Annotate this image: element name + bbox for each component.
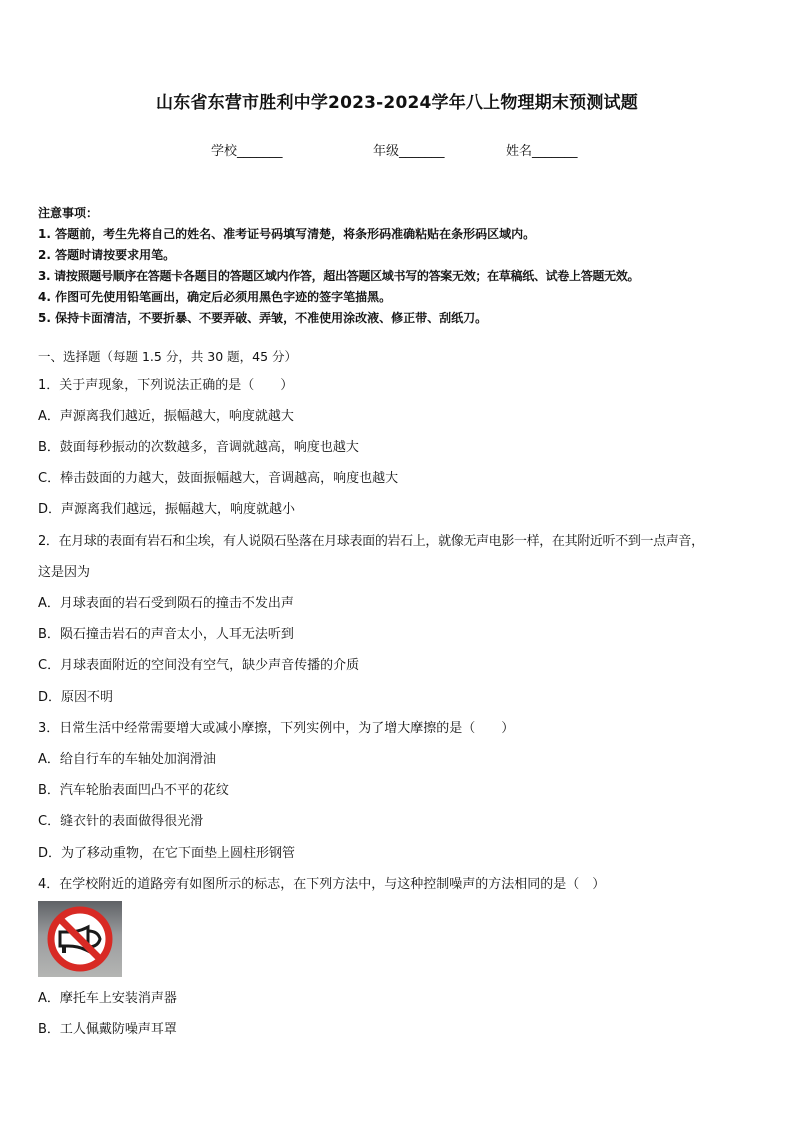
question-4-option-b: B．工人佩戴防噪声耳罩 [38, 1022, 177, 1037]
question-1-stem: 1．关于声现象，下列说法正确的是（ ） [38, 378, 294, 393]
note-item: 1. 答题前，考生先将自己的姓名、准考证号码填写清楚，将条形码准确粘贴在条形码区域内。 [38, 227, 536, 241]
grade-field: 年级_______ [373, 144, 445, 159]
question-3-option-c: C．缝衣针的表面做得很光滑 [38, 814, 204, 829]
question-2-stem: 2．在月球的表面有岩石和尘埃，有人说陨石坠落在月球表面的岩石上，就像无声电影一样，在其附近听不到一点声音， [38, 534, 704, 549]
question-1-option-b: B．鼓面每秒振动的次数越多，音调就越高，响度也越大 [38, 440, 359, 455]
question-3-option-b: B．汽车轮胎表面凹凸不平的花纹 [38, 783, 229, 798]
question-2-option-c: C．月球表面附近的空间没有空气，缺少声音传播的介质 [38, 658, 360, 673]
notes-heading: 注意事项： [38, 206, 99, 220]
question-1-option-d: D．声源离我们越远，振幅越大，响度就越小 [38, 502, 296, 517]
note-item: 3. 请按照题号顺序在答题卡各题目的答题区域内作答，超出答题区域书写的答案无效；在草稿纸、试卷上答题无效。 [38, 269, 640, 283]
question-4-option-a: A．摩托车上安装消声器 [38, 991, 177, 1006]
page-title: 山东省东营市胜利中学2023-2024学年八上物理期末预测试题 [156, 93, 638, 113]
question-2-option-d: D．原因不明 [38, 690, 114, 705]
question-3-option-a: A．给自行车的车轴处加润滑油 [38, 752, 216, 767]
no-honking-sign-image [38, 901, 122, 977]
question-2-option-a: A．月球表面的岩石受到陨石的撞击不发出声 [38, 596, 294, 611]
question-3-stem: 3．日常生活中经常需要增大或减小摩擦，下列实例中，为了增大摩擦的是（ ） [38, 721, 515, 736]
question-2-option-b: B．陨石撞击岩石的声音太小，人耳无法听到 [38, 627, 294, 642]
question-1-option-a: A．声源离我们越近，振幅越大，响度就越大 [38, 409, 294, 424]
school-field: 学校_______ [211, 144, 283, 159]
question-3-option-d: D．为了移动重物，在它下面垫上圆柱形钢管 [38, 846, 296, 861]
section-heading: 一、选择题（每题 1.5 分，共 30 题，45 分） [38, 349, 298, 364]
note-item: 5. 保持卡面清洁，不要折暴、不要弄破、弄皱，不准使用涂改液、修正带、刮纸刀。 [38, 311, 488, 325]
question-4-stem: 4．在学校附近的道路旁有如图所示的标志，在下列方法中，与这种控制噪声的方法相同的是（ ） [38, 877, 606, 892]
note-item: 2. 答题时请按要求用笔。 [38, 248, 176, 262]
note-item: 4. 作图可先使用铅笔画出，确定后必须用黑色字迹的签字笔描黑。 [38, 290, 392, 304]
question-1-option-c: C．棒击鼓面的力越大，鼓面振幅越大，音调越高，响度也越大 [38, 471, 399, 486]
notes-block [38, 203, 768, 329]
question-2-stem-cont: 这是因为 [38, 565, 91, 580]
name-field: 姓名_______ [506, 144, 578, 159]
